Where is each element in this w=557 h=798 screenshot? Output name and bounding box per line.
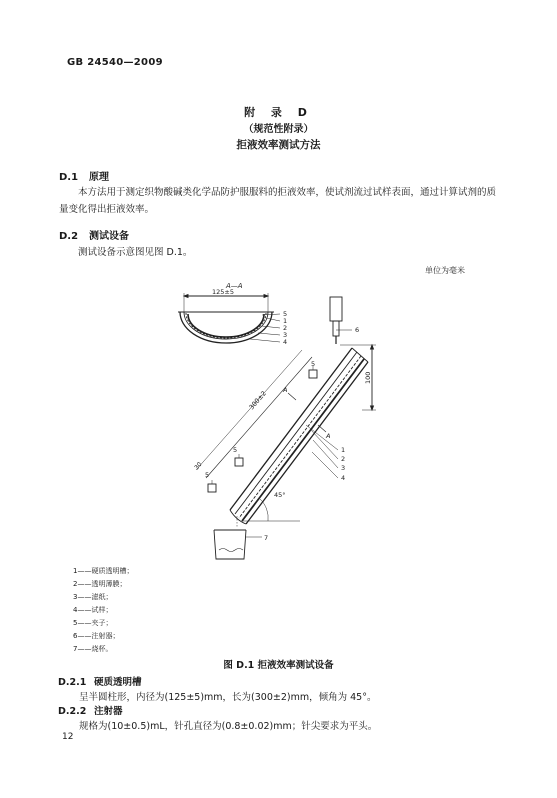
subsection-text: 规格为(10±0.5)mL，针孔直径为(0.8±0.02)mm；针尖要求为平头。 [79, 721, 378, 732]
section-label: A—A [226, 282, 243, 290]
callout-3b: 3 [341, 464, 346, 472]
callout-2: 2 [283, 324, 288, 332]
callout-1b: 1 [341, 446, 346, 454]
section-title: 测试设备 [89, 231, 129, 242]
section-number: D.2 [59, 231, 79, 242]
callout-4b: 4 [341, 474, 346, 482]
callout-5: 5 [283, 310, 288, 318]
callout-1: 1 [283, 317, 288, 325]
standard-number: GB 24540—2009 [67, 57, 163, 68]
dim-height: 100 [364, 371, 372, 384]
page-number: 12 [62, 732, 74, 742]
appendix-type: （规范性附录） [243, 124, 314, 135]
dim-angle: 45° [274, 491, 286, 499]
clip-label-5b: 5 [233, 446, 238, 454]
callout-7: 7 [264, 534, 269, 542]
dim-diameter: 125±5 [212, 288, 234, 296]
paragraph: 测试设备示意图见图 D.1。 [78, 247, 193, 258]
legend-item: 7——烧杯。 [73, 645, 113, 653]
legend-item: 2——透明薄膜； [73, 580, 127, 588]
cross-section-view [178, 282, 287, 346]
subsection-number: D.2.1 [58, 677, 87, 688]
legend-item: 6——注射器； [73, 632, 120, 640]
clip-label-5a: 5 [311, 360, 316, 368]
paragraph: 本方法用于测定织物酸碱类化学品防护服服料的拒液效率，使试剂流过试样表面，通过计算试剂的质量变化得出拒液效率。 [59, 187, 497, 215]
callout-2b: 2 [341, 455, 346, 463]
subsection-heading [58, 674, 142, 688]
callout-6: 6 [355, 326, 360, 334]
callout-3: 3 [283, 331, 288, 339]
subsection-number: D.2.2 [58, 706, 87, 717]
figure-caption: 图 D.1 拒液效率测试设备 [223, 660, 334, 671]
subsection-title: 注射器 [94, 706, 123, 717]
legend-item: 3——滤纸； [73, 593, 113, 601]
unit-note: 单位为毫米 [425, 266, 465, 275]
legend-item: 1——硬质透明槽； [73, 567, 134, 575]
section-number: D.1 [59, 172, 79, 183]
dim-length: 300±2 [247, 389, 268, 412]
syringe [330, 297, 359, 344]
appendix-title: 附 录 D [244, 106, 313, 119]
clip-label-5c: 5 [205, 471, 210, 479]
subsection-title: 硬质透明槽 [94, 677, 142, 688]
section-mark-a1: A [283, 386, 288, 394]
section-mark-a2: A [326, 432, 331, 440]
legend-item: 4——试样； [73, 606, 113, 614]
subsection-heading [58, 703, 123, 717]
section-title: 原理 [89, 172, 109, 183]
legend-item: 5——夹子； [73, 619, 113, 627]
subsection-text: 呈半圆柱形，内径为(125±5)mm，长为(300±2)mm，倾角为 45°。 [79, 692, 377, 703]
appendix-name: 拒液效率测试方法 [236, 139, 321, 151]
inclined-trough [193, 348, 368, 524]
beaker [214, 530, 268, 559]
dim-small: 30 [193, 460, 204, 472]
callout-4: 4 [283, 338, 288, 346]
